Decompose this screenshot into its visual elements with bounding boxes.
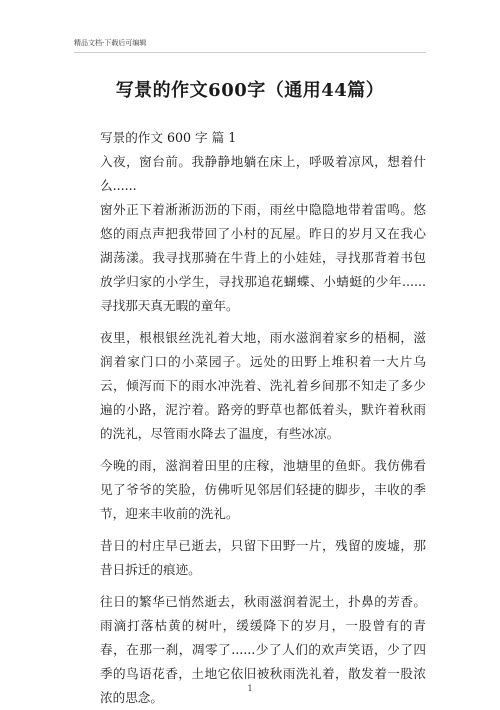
page-number: 1 bbox=[247, 684, 253, 693]
page-header: 精品文档-下载后可编辑 bbox=[74, 39, 147, 47]
section-heading: 写景的作文 600 字 篇 1 bbox=[100, 130, 237, 145]
paragraph: 入夜，窗台前。我静静地躺在床上，呼吸着凉风，想着什么...... bbox=[100, 154, 426, 193]
header-divider bbox=[74, 52, 426, 53]
paragraph: 今晚的雨，滋润着田里的庄稼，池塘里的鱼虾。我仿佛看见了爷爷的笑脸，仿佛听见邻居们轻捷的脚步，丰收的季节，迎来丰收前的洗礼。 bbox=[100, 458, 426, 521]
paragraph: 昔日的村庄早已逝去，只留下田野一片，残留的废墟，那昔日拆迁的痕迹。 bbox=[100, 538, 426, 577]
paragraph: 往日的繁华已悄然逝去，秋雨滋润着泥土，扑鼻的芳香。雨滴打落枯黄的树叶，缓缓降下的岁月，一股曾有的青春，在那一刹，凋零了......少了人们的欢声笑语，少了四季的鸟语花香，土地它依旧被秋雨洗礼着，散发着一股浓浓的思念。 bbox=[100, 594, 426, 705]
document-body bbox=[100, 126, 426, 710]
paragraph: 夜里，根根银丝洗礼着大地，雨水滋润着家乡的梧桐，滋润着家门口的小菜园子。远处的田野上堆积着一大片乌云，倾泻而下的雨水冲洗着、洗礼着乡间那不知走了多少遍的小路，泥泞着。路旁的野草也都低着头，默许着秋雨的洗礼，尽管雨水降去了温度，有些冰凉。 bbox=[100, 330, 426, 441]
paragraph: 窗外正下着淅淅沥沥的下雨，雨丝中隐隐地带着雷鸣。悠悠的雨点声把我带回了小村的瓦屋。昨日的岁月又在我心湖荡漾。我寻找那骑在牛背上的小娃娃，寻找那背着书包放学归家的小学生，寻找那追花蝴蝶、小蜻蜓的少年......寻找那天真无暇的童年。 bbox=[100, 202, 426, 313]
document-title: 写景的作文600字（通用44篇） bbox=[115, 80, 385, 101]
